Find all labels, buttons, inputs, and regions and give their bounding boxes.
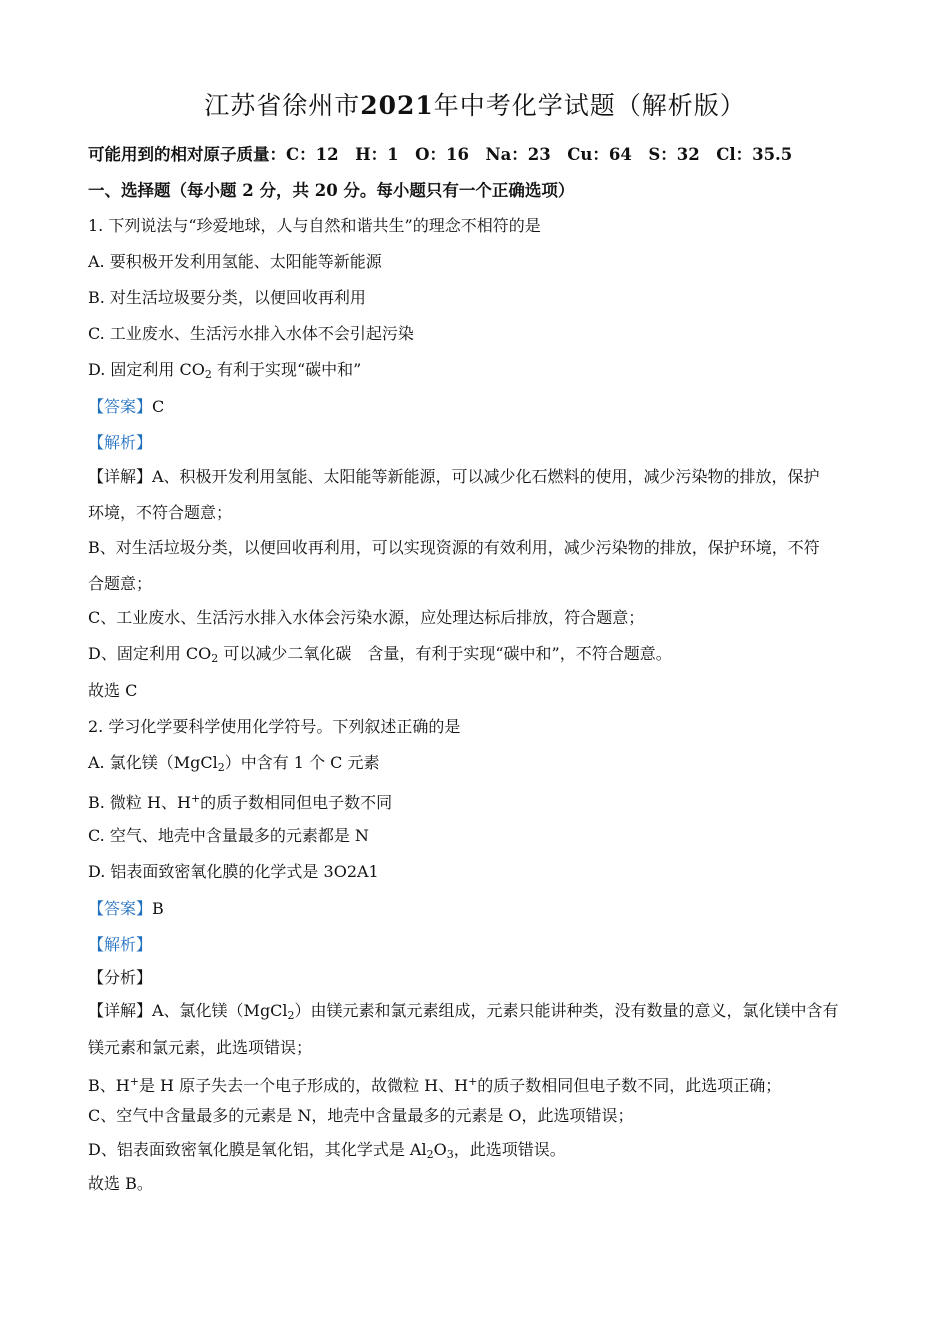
q2-option-a — [88, 752, 868, 779]
q2-analysis-tag: 【解析】 — [88, 935, 153, 954]
q2-detail-2 — [88, 1071, 868, 1097]
q2-option-d: D. 铝表面致密氧化膜的化学式是 3O2A1 — [88, 862, 379, 881]
q2-option-b — [88, 788, 868, 814]
q2-detail-4 — [88, 1139, 868, 1166]
q2-detail-2-sup1: + — [129, 1075, 139, 1088]
title-prefix: 江苏省徐州市 — [204, 91, 361, 120]
title-suffix: 年中考化学试题（解析版） — [433, 91, 746, 120]
answer-tag: 【答案】 — [88, 397, 153, 416]
q2-option-b-sup: + — [190, 792, 201, 805]
q1-detail-2: B、对生活垃圾分类，以便回收再利用，可以实现资源的有效利用，减少污染物的排放，保护环境，不符 — [88, 538, 820, 557]
q1-option-a: A. 要积极开发利用氢能、太阳能等新能源 — [88, 252, 382, 271]
q2-detail-4-sub2: 3 — [446, 1148, 454, 1161]
q1-detail-2b: 合题意； — [88, 574, 153, 593]
q1-option-d-pre: D. 固定利用 CO — [88, 360, 205, 379]
q2-option-c: C. 空气、地壳中含量最多的元素都是 N — [88, 826, 369, 845]
q2-detail-1-sub: 2 — [287, 1009, 295, 1022]
q1-detail-3: C、工业废水、生活污水排入水体会污染水源，应处理达标后排放，符合题意； — [88, 608, 645, 627]
atomic-mass-line: 可能用到的相对原子质量：C：12 H：1 O：16 Na：23 Cu：64 S：32 Cl：35.5 — [88, 145, 793, 164]
q1-option-d-post: 有利于实现“碳中和” — [211, 360, 362, 379]
q2-answer — [88, 898, 868, 920]
q1-detail-1: 【详解】A、积极开发利用氢能、太阳能等新能源，可以减少化石燃料的使用，减少污染物的排放，保护 — [88, 467, 820, 486]
page-title — [0, 86, 950, 122]
q2-option-a-pre: A. 氯化镁（MgCl — [88, 753, 218, 772]
q2-detail-4-sub1: 2 — [426, 1148, 434, 1161]
q2-detail-4-c: ，此选项错误。 — [453, 1140, 566, 1159]
q1-conclusion: 故选 C — [88, 681, 138, 700]
answer-value: B — [152, 899, 164, 918]
q1-detail-4-sub: 2 — [211, 652, 219, 665]
q2-fenxi-tag: 【分析】 — [88, 968, 153, 987]
q2-detail-2-c: 的质子数相同但电子数不同，此选项正确； — [477, 1076, 782, 1095]
q1-answer — [88, 396, 868, 418]
q1-option-d — [88, 359, 868, 386]
q2-option-b-post: 的质子数相同但电子数不同 — [200, 793, 393, 812]
q1-option-d-sub: 2 — [204, 368, 212, 381]
q2-detail-4-b: O — [433, 1140, 447, 1159]
answer-tag: 【答案】 — [88, 899, 153, 918]
q2-detail-2-sup2: + — [468, 1075, 478, 1088]
q2-detail-1 — [88, 1000, 868, 1027]
q2-detail-3: C、空气中含量最多的元素是 N，地壳中含量最多的元素是 O，此选项错误； — [88, 1106, 634, 1125]
title-year: 2021 — [360, 91, 434, 120]
section-heading: 一、选择题（每小题 2 分，共 20 分。每小题只有一个正确选项） — [88, 181, 575, 200]
q1-detail-4 — [88, 643, 868, 670]
q1-detail-1b: 环境，不符合题意； — [88, 503, 233, 522]
q2-detail-1b: 镁元素和氯元素，此选项错误； — [88, 1038, 313, 1057]
q1-option-c: C. 工业废水、生活污水排入水体不会引起污染 — [88, 324, 414, 343]
q2-option-b-pre: B. 微粒 H、H — [88, 793, 191, 812]
q2-stem: 2. 学习化学要科学使用化学符号。下列叙述正确的是 — [88, 717, 461, 736]
q1-detail-4-post: 可以减少二氧化碳 含量，有利于实现“碳中和”，不符合题意。 — [218, 644, 672, 663]
q2-option-a-post: ）中含有 1 个 C 元素 — [224, 753, 380, 772]
answer-value: C — [152, 397, 165, 416]
q1-detail-4-pre: D、固定利用 CO — [88, 644, 212, 663]
q2-detail-1-pre: 【详解】A、氯化镁（MgCl — [88, 1001, 288, 1020]
q2-detail-1-post: ）由镁元素和氯元素组成，元素只能讲种类，没有数量的意义，氯化镁中含有 — [294, 1001, 839, 1020]
q2-option-a-sub: 2 — [217, 761, 225, 774]
q2-detail-2-a: B、H — [88, 1076, 130, 1095]
q1-option-b: B. 对生活垃圾要分类，以便回收再利用 — [88, 288, 366, 307]
q2-conclusion: 故选 B。 — [88, 1174, 153, 1193]
q2-detail-2-b: 是 H 原子失去一个电子形成的，故微粒 H、H — [138, 1076, 469, 1095]
q2-detail-4-a: D、铝表面致密氧化膜是氧化铝，其化学式是 Al — [88, 1140, 427, 1159]
q1-stem: 1. 下列说法与“珍爱地球，人与自然和谐共生”的理念不相符的是 — [88, 216, 541, 235]
q1-analysis-tag: 【解析】 — [88, 433, 153, 452]
